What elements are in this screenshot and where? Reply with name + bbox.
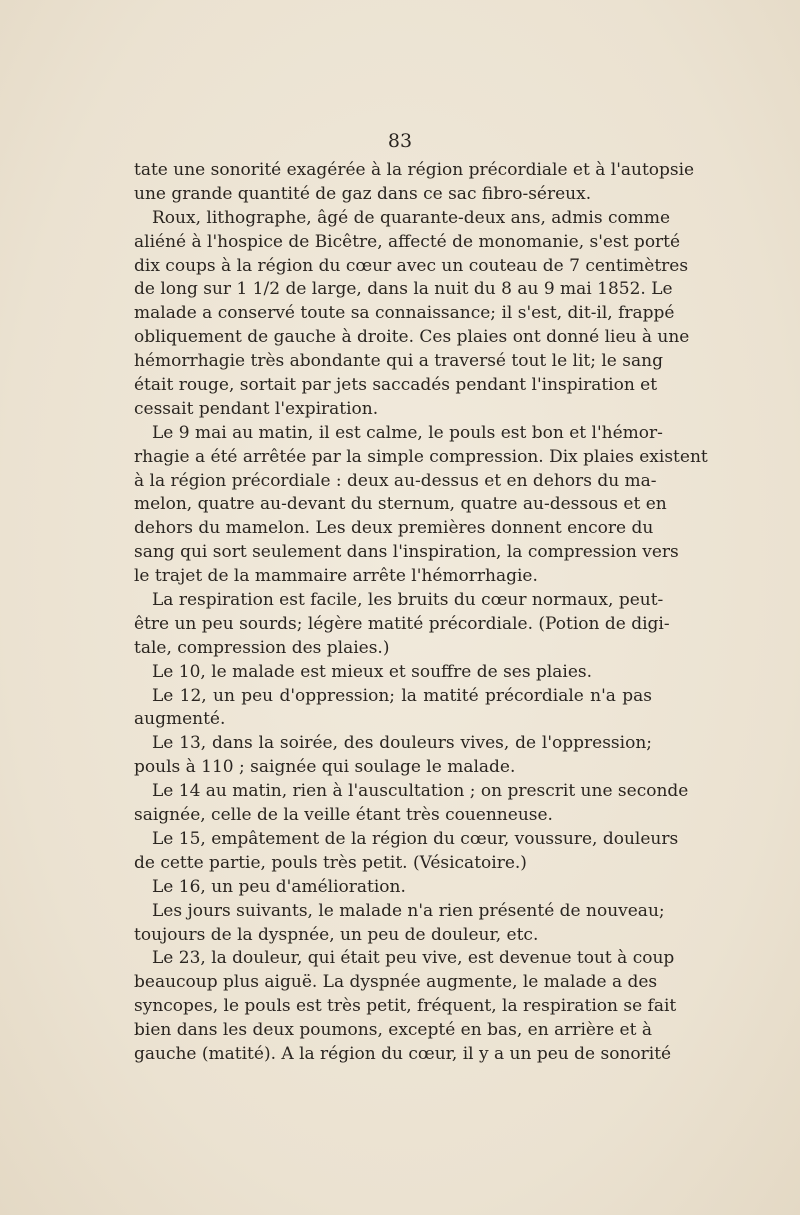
text-line: dix coups à la région du cœur avec un couteau de 7 centimètres <box>134 255 689 276</box>
text-line: Le 9 mai au matin, il est calme, le pouls est bon et l'hémor- <box>152 422 663 443</box>
text-line: syncopes, le pouls est très petit, fréquent, la respiration se fait <box>134 996 677 1017</box>
text-line: Le 23, la douleur, qui était peu vive, est devenue tout à coup <box>152 948 675 969</box>
text-line: melon, quatre au-devant du sternum, quatre au-dessous et en <box>134 494 667 515</box>
text-line: était rouge, sortait par jets saccadés pendant l'inspiration et <box>134 375 658 396</box>
text-line: beaucoup plus aiguë. La dyspnée augmente, le malade a des <box>134 972 658 993</box>
text-line: toujours de la dyspnée, un peu de douleur, etc. <box>134 924 539 945</box>
text-line: saignée, celle de la veille étant très couenneuse. <box>134 805 553 826</box>
text-line: Le 15, empâtement de la région du cœur, voussure, douleurs <box>152 828 679 849</box>
text-line: augmenté. <box>134 709 226 730</box>
text-line: Le 10, le malade est mieux et souffre de ses plaies. <box>152 661 593 682</box>
text-line: Les jours suivants, le malade n'a rien présenté de nouveau; <box>152 900 665 921</box>
body-text <box>134 159 708 1067</box>
text-line: Le 16, un peu d'amélioration. <box>152 876 406 897</box>
text-line: obliquement de gauche à droite. Ces plaies ont donné lieu à une <box>134 327 690 348</box>
text-line: à la région précordiale : deux au-dessus et en dehors du ma- <box>134 470 657 491</box>
text-line: aliéné à l'hospice de Bicêtre, affecté de monomanie, s'est porté <box>134 231 681 252</box>
text-line: hémorrhagie très abondante qui a traversé tout le lit; le sang <box>134 351 663 372</box>
text-line: de long sur 1 1/2 de large, dans la nuit du 8 au 9 mai 1852. Le <box>134 279 673 300</box>
text-line: Le 12, un peu d'oppression; la matité précordiale n'a pas <box>152 685 652 706</box>
text-line: Le 14 au matin, rien à l'auscultation ; on prescrit une seconde <box>152 781 689 802</box>
text-line: La respiration est facile, les bruits du cœur normaux, peut- <box>152 590 664 611</box>
text-line: de cette partie, pouls très petit. (Vésicatoire.) <box>134 852 527 873</box>
text-line: tate une sonorité exagérée à la région précordiale et à l'autopsie <box>134 160 695 180</box>
text-line: le trajet de la mammaire arrête l'hémorrhagie. <box>134 566 538 587</box>
text-line: bien dans les deux poumons, excepté en bas, en arrière et à <box>134 1020 652 1041</box>
text-line: une grande quantité de gaz dans ce sac fibro-séreux. <box>134 183 592 204</box>
text-line: pouls à 110 ; saignée qui soulage le malade. <box>134 757 516 778</box>
text-line: Roux, lithographe, âgé de quarante-deux ans, admis comme <box>152 207 671 228</box>
text-line: Le 13, dans la soirée, des douleurs vives, de l'oppression; <box>152 733 652 754</box>
text-line: malade a conservé toute sa connaissance; il s'est, dit-il, frappé <box>134 303 675 324</box>
text-line: gauche (matité). A la région du cœur, il y a un peu de sonorité <box>134 1043 672 1064</box>
page-number: 83 <box>387 130 413 152</box>
text-line: tale, compression des plaies.) <box>134 637 390 658</box>
text-line: cessait pendant l'expiration. <box>134 398 379 419</box>
text-line: sang qui sort seulement dans l'inspiration, la compression vers <box>134 542 679 563</box>
text-line: dehors du mamelon. Les deux premières donnent encore du <box>134 518 654 539</box>
text-line: être un peu sourds; légère matité précordiale. (Potion de digi- <box>134 613 670 634</box>
text-line: rhagie a été arrêtée par la simple compression. Dix plaies existent <box>134 446 708 467</box>
